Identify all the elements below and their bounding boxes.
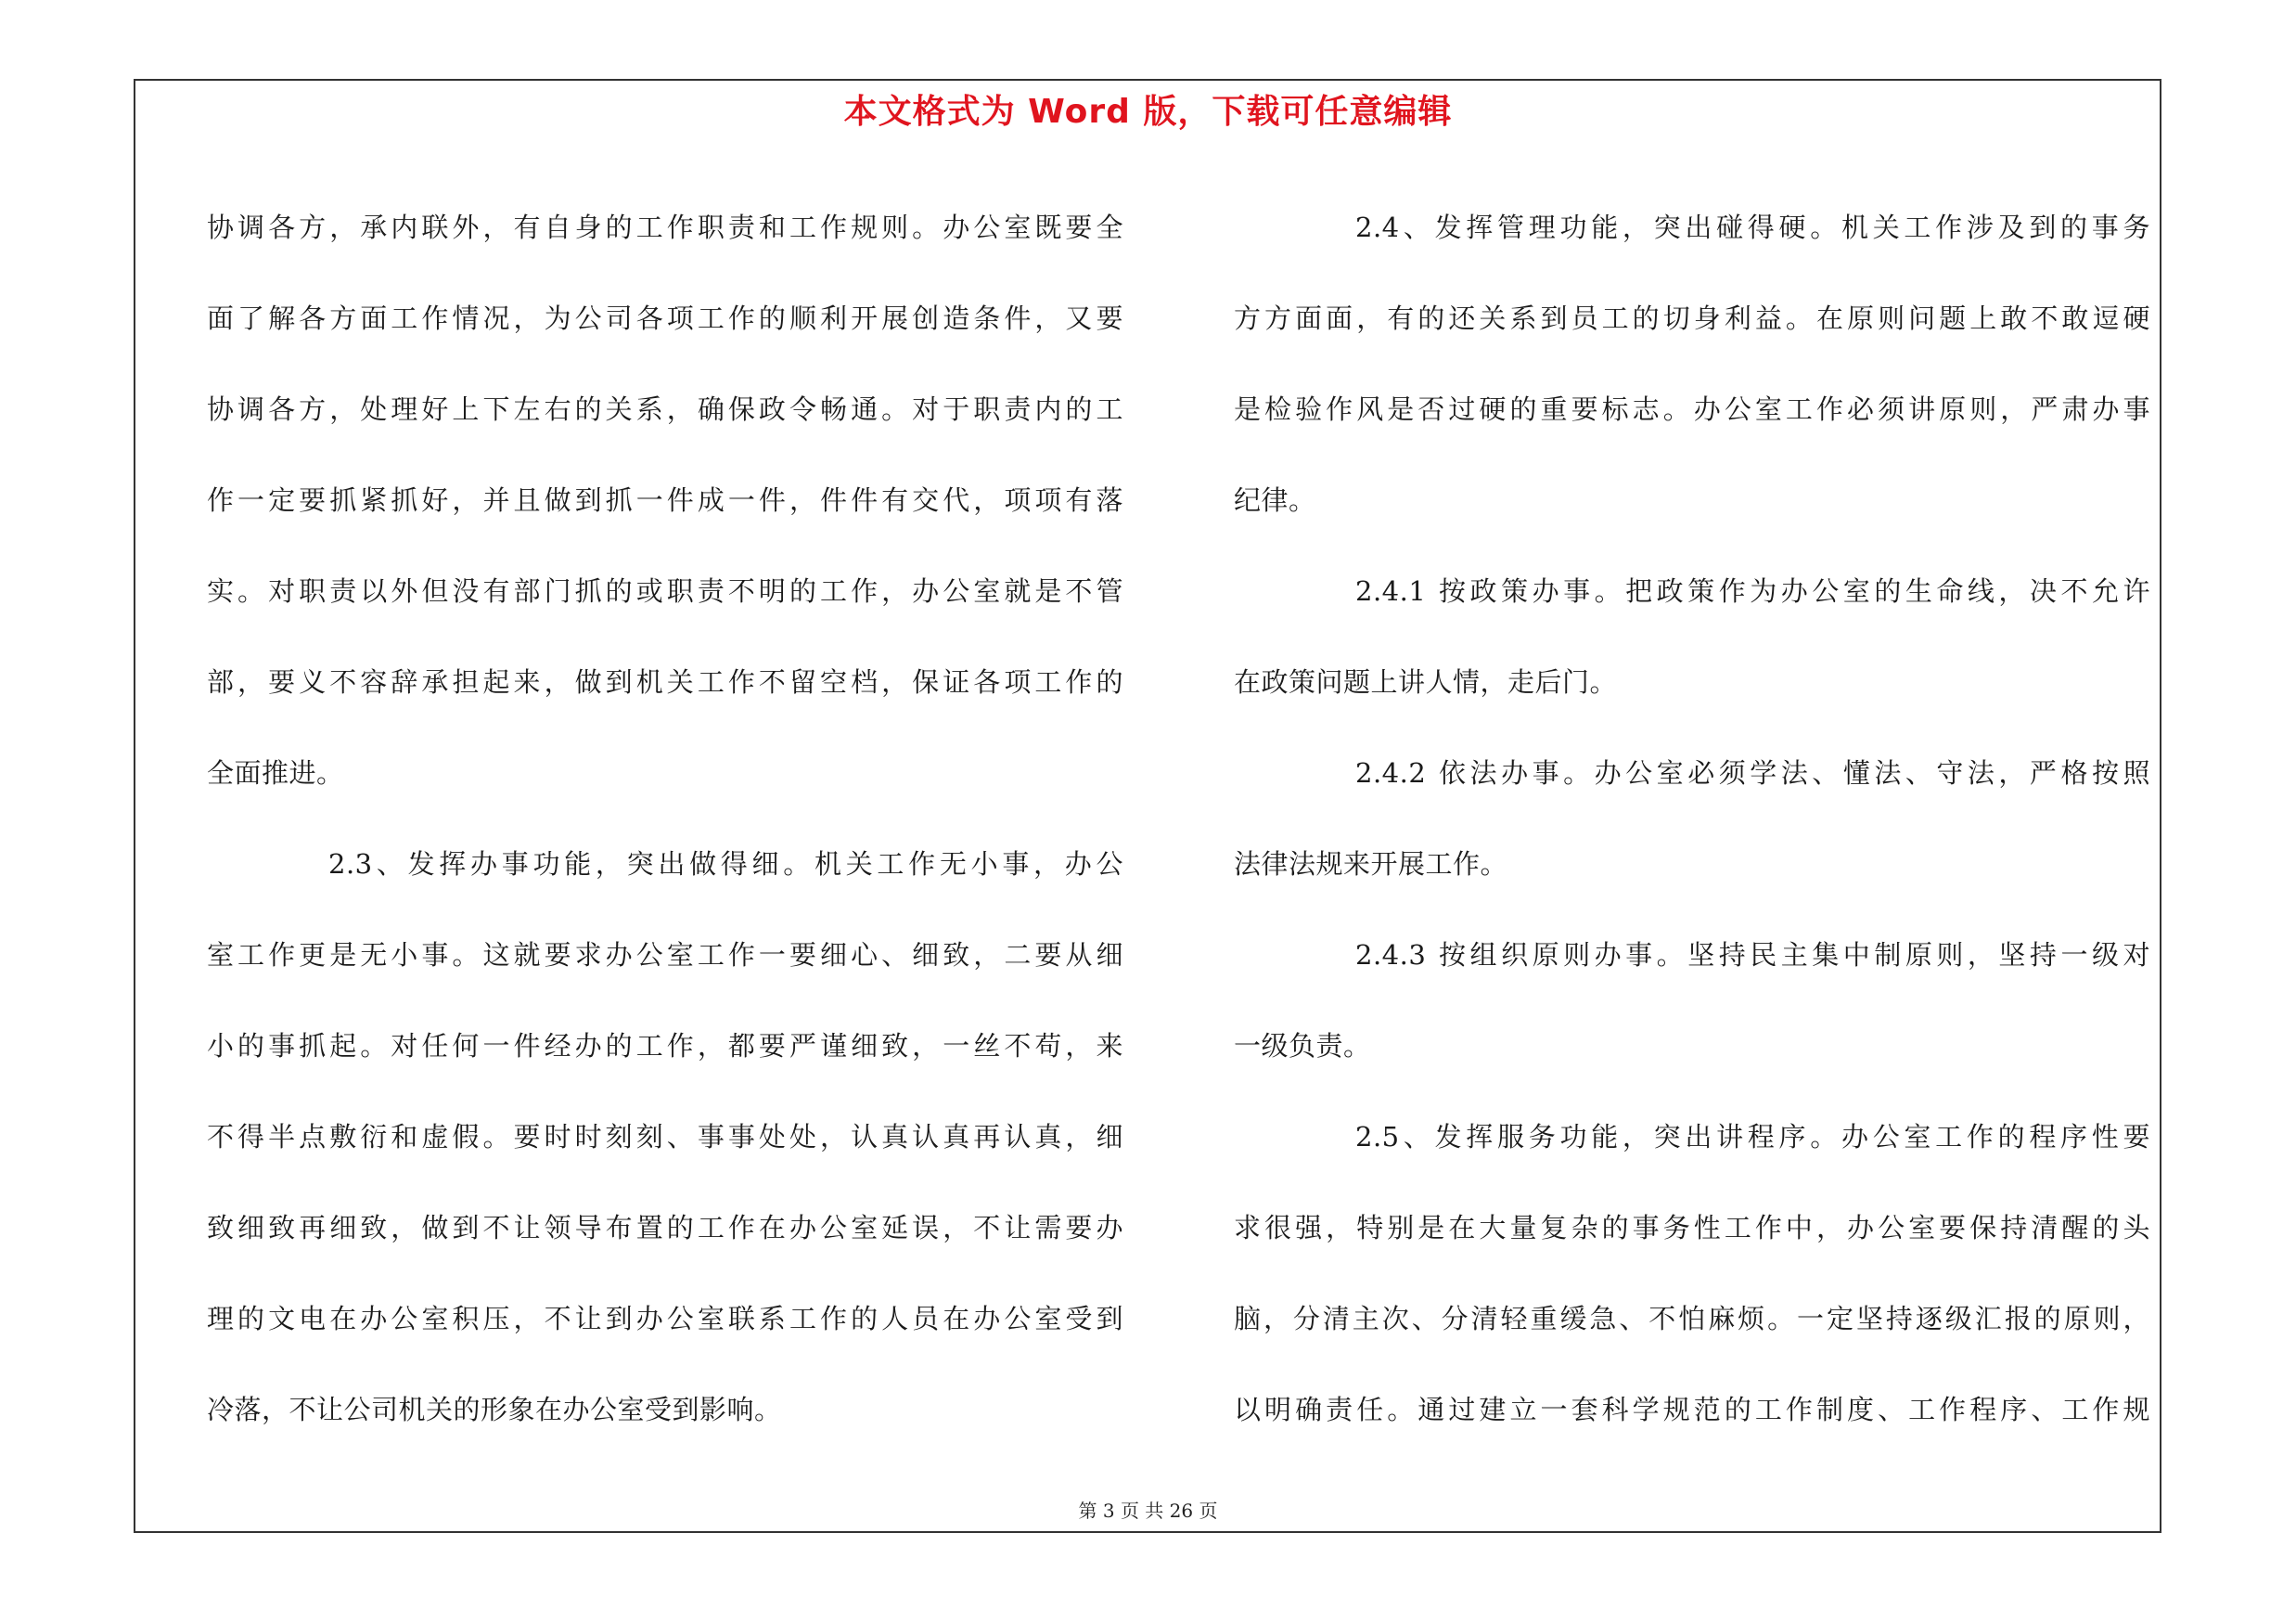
text-line: 在政策问题上讲人情，走后门。 bbox=[1234, 666, 1618, 698]
text-line: 法律法规来开展工作。 bbox=[1234, 848, 1508, 880]
section-heading-2-4: 2.4、发挥管理功能，突出碰得硬。机关工作涉及到的事务 bbox=[1355, 212, 2150, 243]
left-column bbox=[207, 182, 1123, 1455]
text-line: 理的文电在办公室积压，不让到办公室联系工作的人员在办公室受到 bbox=[207, 1303, 1123, 1334]
section-heading-2-4-2: 2.4.2 依法办事。办公室必须学法、懂法、守法，严格按照 bbox=[1355, 757, 2150, 789]
text-line: 协调各方，处理好上下左右的关系，确保政令畅通。对于职责内的工 bbox=[207, 393, 1123, 425]
text-line: 致细致再细致，做到不让领导布置的工作在办公室延误，不让需要办 bbox=[207, 1212, 1123, 1243]
text-line: 方方面面，有的还关系到员工的切身利益。在原则问题上敢不敢逗硬 bbox=[1234, 303, 2150, 334]
page-number: 第 3 页 共 26 页 bbox=[1078, 1500, 1218, 1522]
text-line: 是检验作风是否过硬的重要标志。办公室工作必须讲原则，严肃办事 bbox=[1234, 393, 2150, 425]
text-line: 纪律。 bbox=[1234, 484, 1316, 516]
text-line: 部，要义不容辞承担起来，做到机关工作不留空档，保证各项工作的 bbox=[207, 666, 1123, 698]
format-banner: 本文格式为 Word 版，下载可任意编辑 bbox=[843, 93, 1453, 131]
text-line: 一级负责。 bbox=[1234, 1030, 1371, 1062]
text-line: 求很强，特别是在大量复杂的事务性工作中，办公室要保持清醒的头 bbox=[1234, 1212, 2150, 1243]
section-heading-2-4-1: 2.4.1 按政策办事。把政策作为办公室的生命线，决不允许 bbox=[1355, 575, 2150, 607]
text-line: 室工作更是无小事。这就要求办公室工作一要细心、细致，二要从细 bbox=[207, 939, 1123, 971]
text-line: 冷落，不让公司机关的形象在办公室受到影响。 bbox=[207, 1394, 782, 1425]
text-line: 小的事抓起。对任何一件经办的工作，都要严谨细致，一丝不苟，来 bbox=[207, 1030, 1123, 1062]
text-line: 全面推进。 bbox=[207, 757, 344, 789]
text-line: 作一定要抓紧抓好，并且做到抓一件成一件，件件有交代，项项有落 bbox=[207, 484, 1123, 516]
text-line: 不得半点敷衍和虚假。要时时刻刻、事事处处，认真认真再认真，细 bbox=[207, 1121, 1123, 1153]
text-line: 以明确责任。通过建立一套科学规范的工作制度、工作程序、工作规 bbox=[1234, 1394, 2150, 1425]
text-line: 面了解各方面工作情况，为公司各项工作的顺利开展创造条件，又要 bbox=[207, 303, 1123, 334]
right-column bbox=[1234, 182, 2150, 1455]
text-line: 实。对职责以外但没有部门抓的或职责不明的工作，办公室就是不管 bbox=[207, 575, 1123, 607]
section-heading-2-4-3: 2.4.3 按组织原则办事。坚持民主集中制原则，坚持一级对 bbox=[1355, 939, 2150, 971]
text-line: 协调各方，承内联外，有自身的工作职责和工作规则。办公室既要全 bbox=[207, 212, 1123, 243]
section-heading-2-5: 2.5、发挥服务功能，突出讲程序。办公室工作的程序性要 bbox=[1355, 1121, 2150, 1153]
text-line: 脑，分清主次、分清轻重缓急、不怕麻烦。一定坚持逐级汇报的原则， bbox=[1234, 1303, 2150, 1334]
section-heading-2-3: 2.3、发挥办事功能，突出做得细。机关工作无小事，办公 bbox=[328, 848, 1123, 880]
